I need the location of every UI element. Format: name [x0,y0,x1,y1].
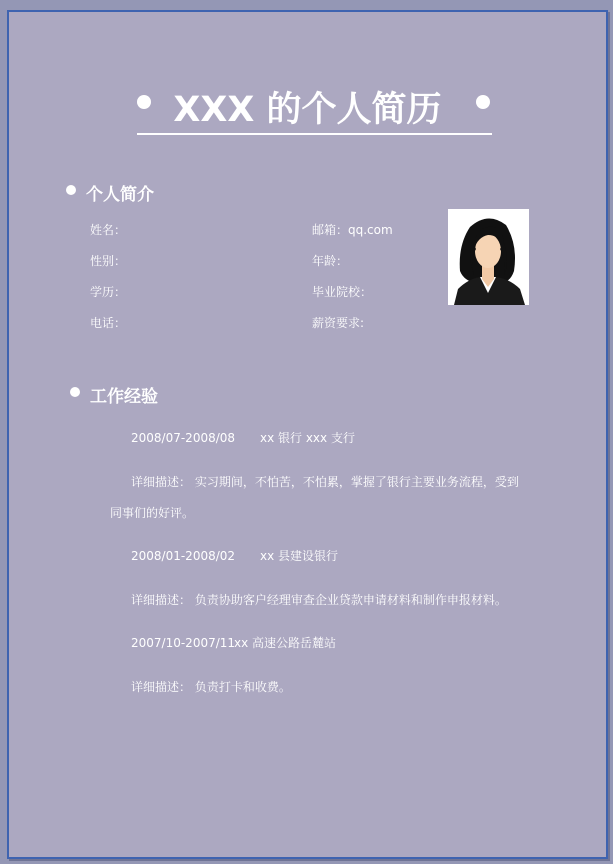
field-phone: 电话： [90,316,127,330]
page-title: XXX 的个人简历 [173,90,442,130]
avatar-icon [448,209,529,305]
profile-section-bullet-icon [66,185,76,195]
experience-detail-continued: 同事们的好评。 [110,506,195,520]
experience-org: xx 县建设银行 [260,549,339,563]
field-gender: 性别： [90,254,127,268]
title-underline [137,133,492,135]
experience-period: 2008/07-2008/08 [131,431,236,445]
experience-detail: 详细描述： 负责打卡和收费。 [131,680,291,694]
experience-org: xx 银行 xxx 支行 [260,431,355,445]
experience-period: 2007/10-2007/11 [131,636,236,650]
profile-photo [448,209,529,305]
experience-detail: 详细描述： 负责协助客户经理审查企业贷款申请材料和制作申报材料。 [131,593,507,607]
experience-detail: 详细描述： 实习期间，不怕苦，不怕累，掌握了银行主要业务流程，受到 [131,475,519,489]
experience-org: xx 高速公路岳麓站 [234,636,337,650]
resume-page [7,10,608,859]
field-email: 邮箱：qq.com [312,223,393,237]
experience-section-bullet-icon [70,387,80,397]
field-school: 毕业院校： [312,285,373,299]
experience-section-heading: 工作经验 [90,387,158,407]
profile-section-heading: 个人简介 [86,185,154,205]
field-name: 姓名： [90,223,127,237]
experience-period: 2008/01-2008/02 [131,549,236,563]
title-bullet-right-icon [476,95,490,109]
field-education: 学历： [90,285,127,299]
field-age: 年龄： [312,254,349,268]
field-salary: 薪资要求: [312,316,365,330]
